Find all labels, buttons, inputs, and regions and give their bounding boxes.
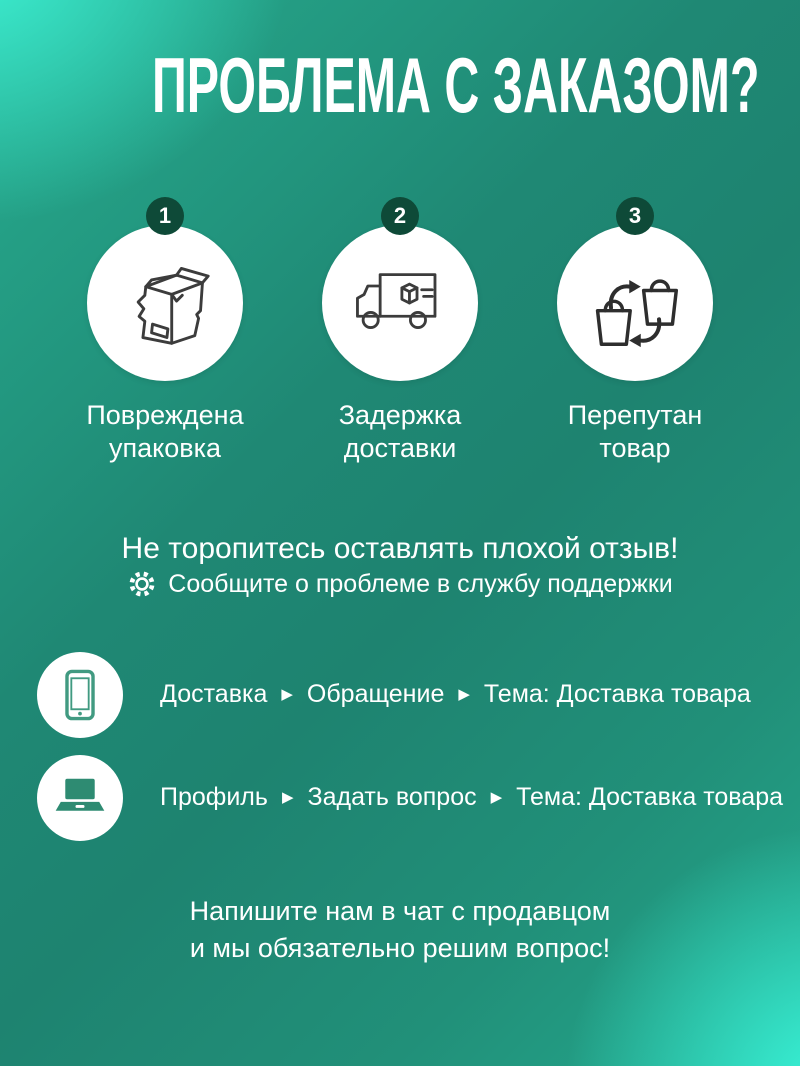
flow-segment: Тема: Доставка товара	[483, 680, 751, 709]
advice-subheading: Сообщите о проблеме в службу поддержки	[168, 569, 673, 598]
device-circle	[37, 652, 123, 738]
flow-segment: Задать вопрос	[307, 783, 477, 812]
arrow-right-icon: ▶	[281, 789, 294, 807]
delivery-truck-icon	[348, 264, 452, 342]
swapped-bags-icon	[587, 255, 683, 351]
arrow-right-icon: ▶	[281, 686, 293, 704]
laptop-icon	[48, 766, 112, 830]
advice-subheading-row	[0, 569, 800, 599]
device-circle	[37, 755, 123, 841]
step-circle	[87, 203, 243, 381]
step-circle	[557, 203, 713, 381]
gear-icon	[127, 569, 157, 599]
flow-path	[160, 680, 751, 709]
step-label: Перепутан товар	[567, 400, 703, 463]
arrow-right-icon: ▶	[490, 789, 503, 807]
flow-row-desktop	[37, 755, 800, 841]
flow-row-mobile	[37, 652, 800, 738]
smartphone-icon	[49, 664, 111, 726]
problem-steps	[0, 203, 800, 465]
step-swapped-item	[535, 203, 735, 465]
step-delivery-delay	[300, 203, 500, 465]
page-title: ПРОБЛЕМА С ЗАКАЗОМ?	[152, 41, 760, 129]
advice-block	[0, 532, 800, 599]
arrow-right-icon: ▶	[458, 686, 470, 704]
advice-heading: Не торопитесь оставлять плохой отзыв!	[121, 531, 679, 565]
step-circle	[322, 203, 478, 381]
footer-line-2: и мы обязательно решим вопрос!	[189, 932, 611, 963]
flow-path	[160, 783, 783, 812]
step-label: Повреждена упаковка	[86, 400, 244, 463]
damaged-box-icon	[117, 255, 213, 351]
step-number-badge: 3	[616, 197, 654, 235]
footer-line-1: Напишите нам в чат с продавцом	[189, 895, 611, 926]
flow-segment: Доставка	[160, 680, 268, 709]
step-number-badge: 2	[381, 197, 419, 235]
step-damaged-packaging	[65, 203, 265, 465]
footer-note	[0, 893, 800, 966]
flow-segment: Профиль	[160, 783, 268, 812]
step-number-badge: 1	[146, 197, 184, 235]
flow-segment: Тема: Доставка товара	[516, 783, 784, 812]
flow-segment: Обращение	[306, 680, 445, 709]
step-label: Задержка доставки	[338, 400, 462, 463]
